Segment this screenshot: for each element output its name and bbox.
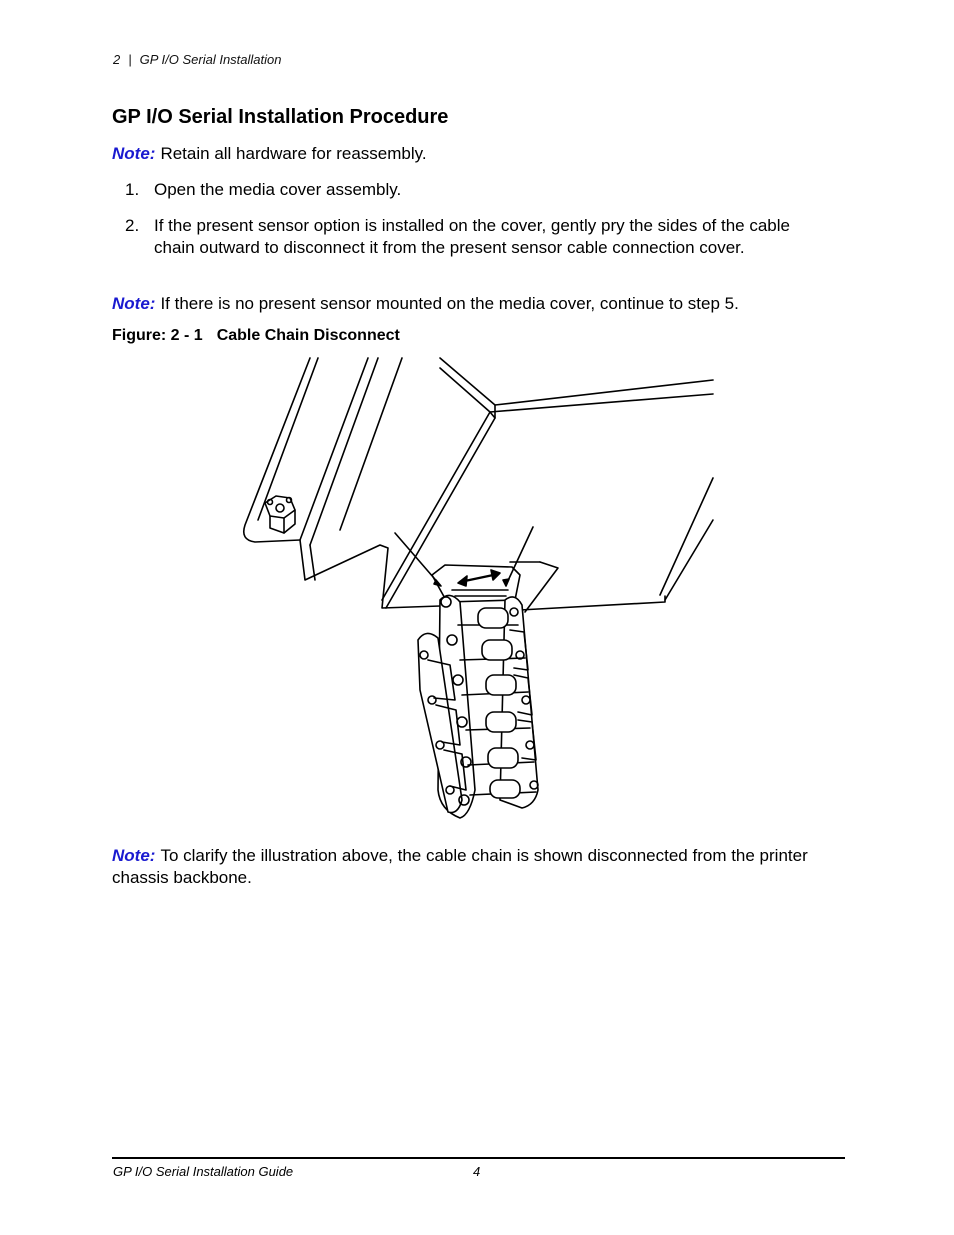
note-text: Retain all hardware for reassembly. <box>160 144 427 163</box>
header-chapter-title: GP I/O Serial Installation <box>139 52 282 67</box>
note-clarify-illustration <box>112 845 832 889</box>
footer-rule <box>112 1157 845 1159</box>
cable-chain-drawing <box>236 354 716 824</box>
note-retain-hardware <box>112 143 832 165</box>
header-separator: | <box>128 52 132 67</box>
figure-label: Figure: 2 - 1 <box>112 327 203 344</box>
step-2 <box>125 215 825 259</box>
note-text: To clarify the illustration above, the cable chain is shown disconnected from the printer chassis backbone. <box>112 846 808 887</box>
footer-page-number: 4 <box>473 1164 481 1179</box>
cable-chain-illustration <box>236 354 716 824</box>
step-text: If the present sensor option is installed on the cover, gently pry the sides of the cable chain outward to disconnect it from the present sensor cable connection cover. <box>154 216 790 257</box>
note-no-sensor <box>112 293 832 315</box>
step-1 <box>125 179 825 201</box>
note-label: Note: <box>112 144 156 163</box>
note-label: Note: <box>112 846 156 865</box>
step-text: Open the media cover assembly. <box>154 180 402 199</box>
step-number: 2. <box>125 216 140 235</box>
figure-title: Cable Chain Disconnect <box>216 327 400 344</box>
running-header <box>113 52 281 67</box>
note-text: If there is no present sensor mounted on the media cover, continue to step 5. <box>160 294 739 313</box>
header-page-number: 2 <box>113 52 121 67</box>
section-title: GP I/O Serial Installation Procedure <box>112 106 449 128</box>
figure-caption <box>112 327 400 345</box>
footer-guide-title: GP I/O Serial Installation Guide <box>113 1164 294 1179</box>
step-number: 1. <box>125 180 140 199</box>
note-label: Note: <box>112 294 156 313</box>
